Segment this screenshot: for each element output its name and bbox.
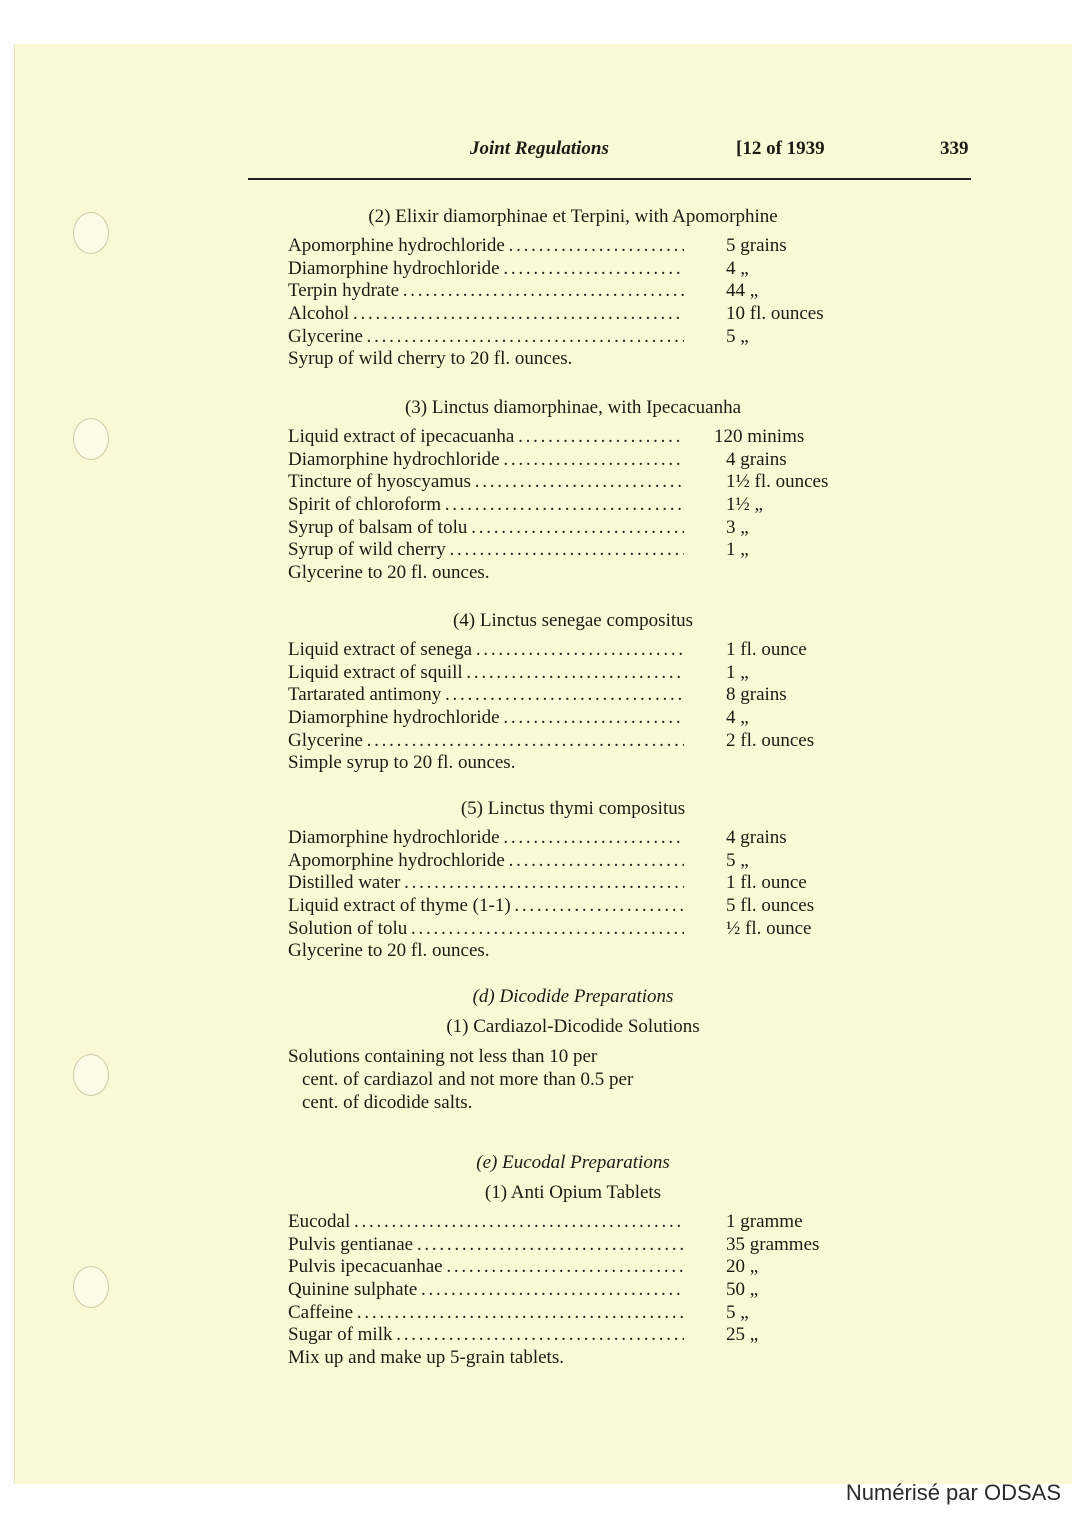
ingredient-name: Diamorphine hydrochloride . . . <box>288 258 684 281</box>
paragraph-line: cent. of cardiazol and not more than 0.5 per <box>302 1069 634 1090</box>
ingredient-qty: 25 „ <box>726 1324 759 1346</box>
ingredient-qty: 1 „ <box>726 661 749 683</box>
category-heading: (e) Eucodal Preparations <box>476 1152 670 1173</box>
ingredient-name: Diamorphine hydrochloride . . . <box>288 449 684 472</box>
section-title: (5) Linctus thymi compositus <box>460 798 686 819</box>
ingredient-name: Tartarated antimony . . . <box>288 684 684 707</box>
ingredient-name: Pulvis ipecacuanhae . . . <box>288 1256 684 1279</box>
header-rule <box>248 178 971 180</box>
ingredient-name: Sugar of milk . . . <box>288 1324 684 1347</box>
ingredient-row <box>288 517 858 540</box>
punch-hole <box>73 1266 109 1308</box>
eucodal-section <box>288 1151 858 1370</box>
ingredient-row <box>288 539 858 562</box>
ingredient-name: Eucodal . . . <box>288 1211 684 1234</box>
ingredient-row <box>288 895 858 918</box>
ingredient-row <box>288 1234 858 1257</box>
ingredient-row <box>288 1302 858 1325</box>
ingredient-qty: 5 „ <box>726 849 749 871</box>
ingredient-qty: 8 grains <box>726 684 787 706</box>
category-heading: (d) Dicodide Preparations <box>472 986 674 1007</box>
ingredient-row <box>288 730 858 753</box>
punch-hole <box>73 212 109 254</box>
ingredient-name: Solution of tolu . . . <box>288 918 684 941</box>
ingredient-row <box>288 449 858 472</box>
ingredient-row <box>288 235 858 258</box>
ingredient-row <box>288 326 858 349</box>
ingredient-row <box>288 1256 858 1279</box>
ingredient-name: Caffeine . . . <box>288 1302 684 1325</box>
ingredient-qty: 4 grains <box>726 827 787 848</box>
ingredient-name: Glycerine . . . <box>288 326 684 349</box>
punch-hole <box>73 1054 109 1096</box>
ingredient-name: Apomorphine hydrochloride . . . <box>288 235 684 258</box>
ingredient-qty: 120 minims <box>714 426 805 447</box>
ingredient-qty: 35 grammes <box>726 1233 820 1255</box>
ingredient-name: Syrup of balsam of tolu . . . <box>288 517 684 540</box>
act-reference: [12 of 1939 <box>736 138 825 159</box>
ingredient-row <box>288 872 858 895</box>
ingredient-qty: 5 grains <box>726 235 787 256</box>
dicodide-description <box>288 1045 698 1114</box>
ingredient-qty: 1½ „ <box>726 494 763 516</box>
formula-section <box>288 797 858 963</box>
paragraph-line: cent. of dicodide salts. <box>302 1092 473 1113</box>
ingredient-name: Diamorphine hydrochloride . . . <box>288 707 684 730</box>
paragraph-line: Solutions containing not less than 10 per <box>288 1046 598 1067</box>
ingredient-qty: 10 fl. ounces <box>726 303 824 325</box>
ingredient-name: Distilled water . . . <box>288 872 684 895</box>
section-title: (3) Linctus diamorphinae, with Ipecacuanha <box>404 397 742 418</box>
section-title: (1) Cardiazol-Dicodide Solutions <box>446 1016 700 1037</box>
ingredient-row <box>288 426 858 449</box>
ingredient-qty: 4 „ <box>726 257 749 279</box>
punch-hole <box>73 418 109 460</box>
ingredient-qty: 1 fl. ounce <box>726 872 807 894</box>
ingredient-qty: ½ fl. ounce <box>726 917 812 939</box>
ingredient-row <box>288 280 858 303</box>
ingredient-name: Liquid extract of ipecacuanha . . . <box>288 426 684 449</box>
ingredient-name: Pulvis gentianae . . . <box>288 1234 684 1257</box>
section-title: (1) Anti Opium Tablets <box>484 1182 662 1203</box>
ingredient-row <box>288 258 858 281</box>
formula-section <box>288 205 858 371</box>
ingredient-name: Apomorphine hydrochloride . . . <box>288 850 684 873</box>
ingredient-row <box>288 707 858 730</box>
ingredient-row <box>288 918 858 941</box>
ingredient-qty: 5 „ <box>726 1301 749 1323</box>
ingredient-name: Glycerine . . . <box>288 730 684 753</box>
ingredient-name: Diamorphine hydrochloride . . . <box>288 827 684 850</box>
ingredient-qty: 1 „ <box>726 539 749 561</box>
section-note: Glycerine to 20 fl. ounces. <box>288 940 490 962</box>
ingredient-name: Alcohol . . . <box>288 303 684 326</box>
ingredient-row <box>288 494 858 517</box>
ingredient-qty: 1 gramme <box>726 1211 803 1232</box>
ingredient-qty: 20 „ <box>726 1256 759 1278</box>
ingredient-name: Liquid extract of senega . . . <box>288 639 684 662</box>
ingredient-row <box>288 850 858 873</box>
section-note: Glycerine to 20 fl. ounces. <box>288 562 490 584</box>
ingredient-qty: 5 fl. ounces <box>726 895 815 917</box>
ingredient-qty: 1½ fl. ounces <box>726 471 829 493</box>
formula-section <box>288 609 858 775</box>
dicodide-section <box>288 985 858 1114</box>
ingredient-qty: 1 fl. ounce <box>726 639 807 660</box>
ingredient-row <box>288 1211 858 1234</box>
ingredient-qty: 44 „ <box>726 280 759 302</box>
running-title: Joint Regulations <box>470 138 609 159</box>
ingredient-name: Liquid extract of thyme (1-1) . . . <box>288 895 684 918</box>
ingredient-qty: 5 „ <box>726 325 749 347</box>
ingredient-qty: 4 „ <box>726 707 749 729</box>
ingredient-name: Liquid extract of squill . . . <box>288 662 684 685</box>
ingredient-row <box>288 827 858 850</box>
section-note: Syrup of wild cherry to 20 fl. ounces. <box>288 348 573 370</box>
ingredient-qty: 3 „ <box>726 516 749 538</box>
ingredient-qty: 50 „ <box>726 1279 759 1301</box>
ingredient-name: Syrup of wild cherry . . . <box>288 539 684 562</box>
page-number: 339 <box>940 138 969 159</box>
section-note: Simple syrup to 20 fl. ounces. <box>288 752 516 774</box>
section-title: (2) Elixir diamorphinae et Terpini, with Apomorphine <box>368 206 778 227</box>
ingredient-row <box>288 662 858 685</box>
ingredient-row <box>288 684 858 707</box>
ingredient-qty: 4 grains <box>726 448 787 470</box>
formula-section <box>288 396 858 585</box>
ingredient-row <box>288 303 858 326</box>
ingredient-row <box>288 1279 858 1302</box>
ingredient-name: Spirit of chloroform . . . <box>288 494 684 517</box>
section-note: Mix up and make up 5-grain tablets. <box>288 1347 564 1369</box>
ingredient-row <box>288 639 858 662</box>
ingredient-qty: 2 fl. ounces <box>726 729 815 751</box>
digitization-credit: Numérisé par ODSAS <box>845 1480 1061 1505</box>
ingredient-name: Quinine sulphate . . . <box>288 1279 684 1302</box>
ingredient-name: Tincture of hyoscyamus . . . <box>288 471 684 494</box>
ingredient-name: Terpin hydrate . . . <box>288 280 684 303</box>
ingredient-row <box>288 1324 858 1347</box>
section-title: (4) Linctus senegae compositus <box>452 610 694 631</box>
ingredient-row <box>288 471 858 494</box>
